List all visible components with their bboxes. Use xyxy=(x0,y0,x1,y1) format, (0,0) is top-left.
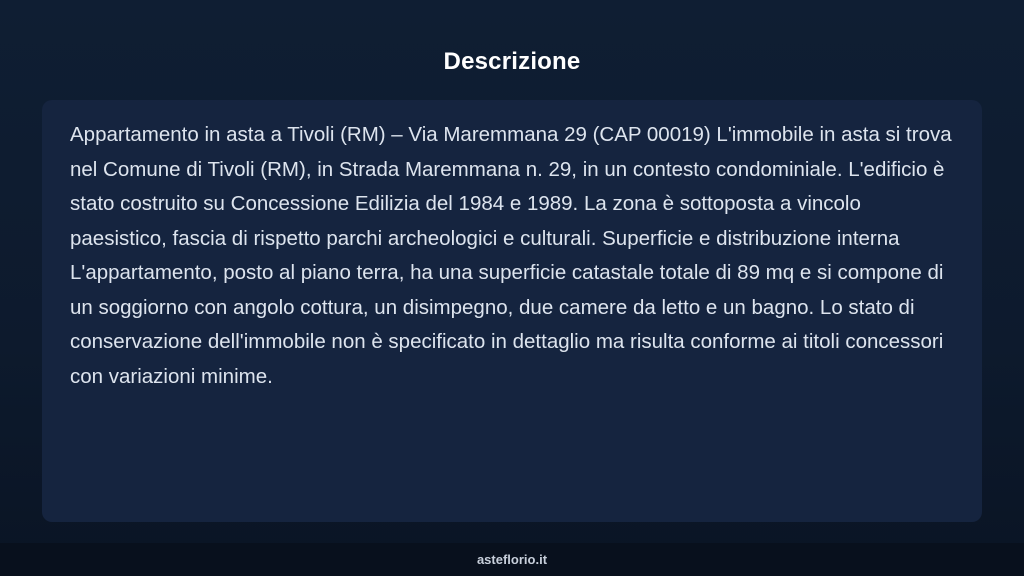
description-card xyxy=(42,100,982,522)
page-title: Descrizione xyxy=(443,48,581,75)
description-text: Appartamento in asta a Tivoli (RM) – Via Maremmana 29 (CAP 00019) L'immobile in asta si trova nel Comune di Tivoli (RM), in Strada Maremmana n. 29, in un contesto condominiale. L'edificio è stato costruito su Concessione Edilizia del 1984 e 1989. La zona è sottoposta a vincolo paesistico, fascia di rispetto parchi archeologici e culturali. Superficie e distribuzione interna L'appartamento, posto al piano terra, ha una superficie catastale totale di 89 mq e si compone di un soggiorno con angolo cottura, un disimpegno, due camere da letto e un bagno. Lo stato di conservazione dell'immobile non è specificato in dettaglio ma risulta conforme ai titoli concessori con variazioni minime. xyxy=(70,123,952,388)
footer-site-label: asteflorio.it xyxy=(0,543,1024,576)
